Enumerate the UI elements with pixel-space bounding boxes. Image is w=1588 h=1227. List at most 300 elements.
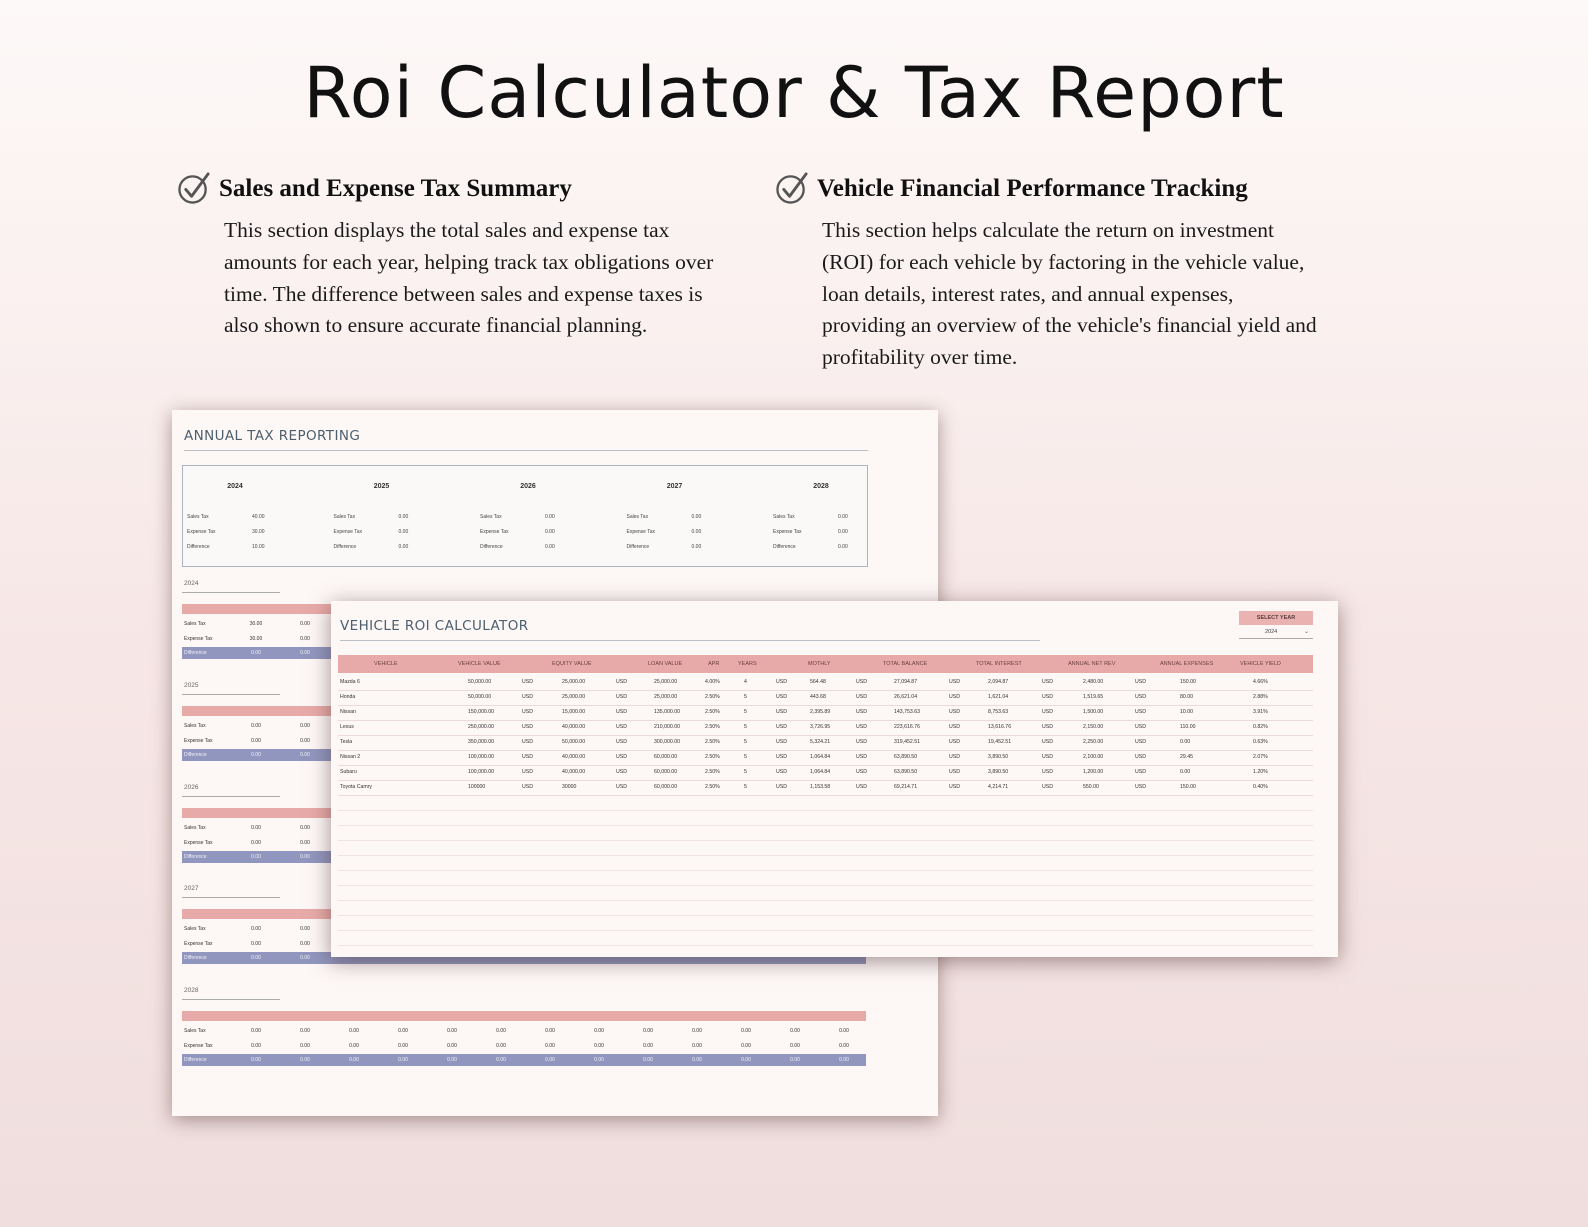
roi-currency: USD (1135, 694, 1146, 700)
section-row-label: Expense Tax (184, 738, 213, 744)
feature-description: This section displays the total sales and expense tax amounts for each year, helping track tax obligations over time. The difference between sales and expense taxes is also shown to ensure accurate financial planning. (224, 218, 714, 338)
section-year: 2028 (184, 987, 199, 994)
divider (182, 796, 280, 797)
roi-data-row (338, 750, 1313, 766)
section-cell: 0.00 (300, 752, 310, 758)
section-cell: 0.00 (496, 1043, 506, 1049)
roi-header-cell: LOAN VALUE (648, 661, 683, 667)
roi-table (338, 655, 1313, 945)
summary-year: 2025 (373, 483, 390, 490)
roi-cell: 110.00 (1180, 724, 1196, 730)
summary-row-value: 0.00 (545, 544, 555, 550)
section-row-label: Difference (184, 854, 207, 860)
roi-cell: 2.50% (705, 724, 720, 730)
roi-cell: 69,214.71 (894, 784, 918, 790)
section-row-label: Sales Tax (184, 1028, 206, 1034)
roi-cell: 4.66% (1253, 679, 1268, 685)
summary-row-label: Sales Tax (187, 514, 209, 520)
section-row (182, 1054, 866, 1066)
section-cell: 0.00 (692, 1028, 702, 1034)
roi-currency: USD (1042, 754, 1053, 760)
roi-cell: 2.50% (705, 769, 720, 775)
section-cell: 0.00 (594, 1028, 604, 1034)
section-cell: 0.00 (790, 1057, 800, 1063)
summary-row (334, 529, 454, 535)
section-cell: 0.00 (251, 1028, 261, 1034)
divider (340, 640, 1040, 641)
roi-cell: 3,726.95 (810, 724, 831, 730)
roi-header-cell: VEHICLE VALUE (458, 661, 501, 667)
roi-cell: 5 (744, 709, 747, 715)
summary-row (480, 514, 600, 520)
roi-currency: USD (1042, 769, 1053, 775)
roi-data-row (338, 690, 1313, 706)
section-cell: 0.00 (349, 1057, 359, 1063)
year-summary-block (771, 466, 911, 566)
section-cell: 0.00 (300, 636, 310, 642)
roi-currency: USD (949, 709, 960, 715)
roi-cell: 50,000.00 (468, 694, 492, 700)
feature-tax-summary (178, 172, 738, 342)
section-cell: 0.00 (398, 1043, 408, 1049)
summary-row-label: Difference (187, 544, 210, 550)
roi-currency: USD (856, 679, 867, 685)
roi-currency: USD (1135, 769, 1146, 775)
roi-cell: 0.82% (1253, 724, 1268, 730)
summary-year: 2024 (227, 483, 243, 490)
roi-currency: USD (1135, 784, 1146, 790)
roi-cell: 2,100.00 (1083, 754, 1104, 760)
roi-cell: 1,621.04 (988, 694, 1009, 700)
divider (182, 999, 280, 1000)
summary-row-value: 0.00 (838, 544, 848, 550)
roi-cell: 2,094.87 (988, 679, 1009, 685)
roi-currency: USD (1042, 679, 1053, 685)
roi-cell: 2.88% (1253, 694, 1268, 700)
roi-empty-row (338, 795, 1313, 811)
roi-header-cell: ANNUAL EXPENSES (1160, 661, 1214, 667)
summary-row (627, 544, 747, 550)
summary-row (334, 514, 454, 520)
divider (184, 450, 868, 451)
roi-cell: 300,000.00 (654, 739, 680, 745)
roi-cell: 63,890.50 (894, 769, 918, 775)
roi-currency: USD (522, 679, 533, 685)
roi-cell: 40,000.00 (562, 769, 586, 775)
roi-currency: USD (776, 754, 787, 760)
section-cell: 0.00 (839, 1028, 849, 1034)
roi-cell: 1.20% (1253, 769, 1268, 775)
roi-header-cell: TOTAL INTEREST (976, 661, 1022, 667)
roi-cell: 3,890.50 (988, 754, 1009, 760)
section-cell: 0.00 (643, 1057, 653, 1063)
roi-cell: 60,000.00 (654, 784, 678, 790)
roi-cell: 223,616.76 (894, 724, 920, 730)
section-cell: 0.00 (594, 1043, 604, 1049)
section-cell: 0.00 (251, 650, 261, 656)
year-summary-block (332, 466, 472, 566)
roi-currency: USD (1042, 724, 1053, 730)
roi-cell: 150.00 (1180, 784, 1196, 790)
roi-currency: USD (856, 784, 867, 790)
roi-currency: USD (776, 679, 787, 685)
section-cell: 0.00 (251, 854, 261, 860)
roi-currency: USD (616, 769, 627, 775)
roi-cell: 0.63% (1253, 739, 1268, 745)
roi-cell: 5 (744, 754, 747, 760)
section-cell: 0.00 (300, 621, 310, 627)
roi-currency: USD (616, 784, 627, 790)
roi-currency: USD (1042, 739, 1053, 745)
summary-row-label: Difference (626, 544, 650, 550)
roi-cell: 2,480.00 (1083, 679, 1104, 685)
section-cell: 0.00 (447, 1057, 457, 1063)
section-row-label: Difference (184, 752, 207, 758)
roi-cell: 19,452.51 (988, 739, 1012, 745)
section-cell: 0.00 (496, 1028, 506, 1034)
section-cell: 0.00 (741, 1057, 751, 1063)
summary-row (187, 514, 307, 520)
summary-row-label: Expense Tax (480, 529, 509, 535)
summary-row (480, 529, 600, 535)
roi-cell: 80.00 (1180, 694, 1193, 700)
section-cell: 0.00 (790, 1028, 800, 1034)
section-cell: 0.00 (251, 926, 261, 932)
summary-row-value: 0.00 (691, 529, 702, 535)
roi-cell: 143,753.63 (894, 709, 920, 715)
summary-row (773, 514, 893, 520)
select-year-dropdown[interactable] (1239, 626, 1313, 639)
roi-currency: USD (522, 709, 533, 715)
roi-cell: Lexus (340, 724, 354, 730)
feature-title: Vehicle Financial Performance Tracking (817, 174, 1248, 202)
roi-currency: USD (856, 724, 867, 730)
roi-empty-row (338, 915, 1313, 931)
roi-cell: Nissan 2 (340, 754, 361, 760)
section-cell: 0.00 (741, 1028, 751, 1034)
section-cell: 0.00 (839, 1043, 849, 1049)
roi-cell: 2,395.89 (810, 709, 831, 715)
section-cell: 0.00 (300, 1028, 310, 1034)
summary-row (773, 544, 893, 550)
roi-currency: USD (616, 739, 627, 745)
section-cell: 0.00 (447, 1028, 457, 1034)
roi-currency: USD (776, 739, 787, 745)
section-cell: 0.00 (251, 738, 261, 744)
roi-cell: 0.40% (1253, 784, 1268, 790)
sheet-title: VEHICLE ROI CALCULATOR (340, 618, 529, 634)
roi-cell: 1,200.00 (1083, 769, 1104, 775)
summary-row-value: 0.00 (691, 514, 702, 520)
roi-cell: 26,621.04 (894, 694, 918, 700)
section-cell: 0.00 (839, 1057, 849, 1063)
section-cell: 0.00 (545, 1028, 555, 1034)
section-cell: 0.00 (300, 738, 310, 744)
section-cell: 0.00 (692, 1043, 702, 1049)
roi-currency: USD (1135, 679, 1146, 685)
section-cell: 0.00 (300, 650, 310, 656)
roi-cell: 2.50% (705, 709, 720, 715)
summary-row-value: 0.00 (838, 529, 848, 535)
vehicle-roi-sheet (331, 601, 1338, 957)
page-title: Roi Calculator & Tax Report (303, 52, 1285, 134)
summary-row-label: Sales Tax (480, 514, 502, 520)
section-cell: 0.00 (251, 1057, 261, 1063)
roi-cell: 2,250.00 (1083, 739, 1104, 745)
section-cell: 0.00 (251, 840, 261, 846)
summary-row (187, 529, 307, 535)
section-cell: 0.00 (496, 1057, 506, 1063)
roi-empty-row (338, 870, 1313, 886)
roi-cell: 4,214.71 (988, 784, 1009, 790)
section-row-label: Expense Tax (184, 636, 213, 642)
roi-cell: 4.00% (705, 679, 720, 685)
feature-description: This section helps calculate the return on investment (ROI) for each vehicle by factoring in the vehicle value, loan details, interest rates, and annual expenses, providing an overview of the vehicle's financial yield and profitability over time. (822, 218, 1317, 370)
summary-row-label: Expense Tax (333, 529, 363, 535)
summary-row-value: 0.00 (398, 514, 409, 520)
roi-cell: 3.91% (1253, 709, 1268, 715)
summary-row-value: 40.00 (252, 514, 265, 520)
select-year-value: 2024 (1265, 629, 1278, 635)
summary-row-label: Difference (333, 544, 357, 550)
roi-currency: USD (1042, 784, 1053, 790)
roi-empty-row (338, 855, 1313, 871)
roi-data-row (338, 765, 1313, 781)
summary-row-label: Sales Tax (626, 514, 649, 520)
section-row-label: Sales Tax (184, 926, 206, 932)
roi-cell: 50,000.00 (468, 679, 492, 685)
roi-cell: 5 (744, 784, 747, 790)
section-cell: 0.00 (349, 1043, 359, 1049)
section-cell: 0.00 (398, 1028, 408, 1034)
roi-currency: USD (776, 769, 787, 775)
section-cell: 0.00 (349, 1028, 359, 1034)
summary-row-value: 0.00 (545, 514, 555, 520)
roi-empty-row (338, 825, 1313, 841)
summary-row (187, 544, 307, 550)
section-cell: 0.00 (398, 1057, 408, 1063)
roi-cell: 8,753.63 (988, 709, 1009, 715)
roi-currency: USD (522, 694, 533, 700)
section-cell: 0.00 (251, 723, 261, 729)
section-row-label: Sales Tax (184, 825, 206, 831)
roi-cell: 350,000.00 (468, 739, 494, 745)
roi-cell: 0.00 (1180, 739, 1191, 745)
section-cell: 0.00 (251, 825, 261, 831)
roi-currency: USD (776, 724, 787, 730)
summary-row-label: Difference (773, 544, 796, 550)
section-cell: 0.00 (447, 1043, 457, 1049)
summary-row-value: 30.00 (252, 529, 265, 535)
section-cell: 0.00 (643, 1043, 653, 1049)
roi-cell: 100000 (468, 784, 486, 790)
summary-year: 2028 (813, 483, 829, 490)
section-cell: 0.00 (790, 1043, 800, 1049)
roi-currency: USD (616, 754, 627, 760)
summary-year: 2027 (666, 483, 683, 490)
divider (182, 694, 280, 695)
roi-cell: 1,153.58 (810, 784, 831, 790)
section-row-label: Sales Tax (184, 621, 206, 627)
roi-cell: Mazda 6 (340, 679, 360, 685)
roi-cell: 27,094.87 (894, 679, 918, 685)
divider (182, 592, 280, 593)
roi-cell: 0.00 (1180, 769, 1191, 775)
section-row (182, 1025, 866, 1037)
section-cell: 0.00 (643, 1028, 653, 1034)
summary-row-label: Expense Tax (187, 529, 216, 535)
roi-currency: USD (949, 724, 960, 730)
roi-cell: 3,890.50 (988, 769, 1009, 775)
section-cell: 0.00 (300, 941, 310, 947)
section-row (182, 1040, 866, 1052)
roi-currency: USD (1042, 709, 1053, 715)
roi-currency: USD (949, 694, 960, 700)
roi-cell: 564.48 (810, 679, 826, 685)
tax-summary-panel (182, 465, 868, 567)
roi-currency: USD (856, 709, 867, 715)
roi-cell: 60,000.00 (654, 754, 678, 760)
roi-cell: 15,000.00 (562, 709, 586, 715)
section-cell: 30.00 (249, 636, 263, 642)
feature-vehicle-tracking (776, 172, 1336, 374)
roi-cell: 550.00 (1083, 784, 1099, 790)
divider (182, 897, 280, 898)
roi-cell: 319,452.51 (894, 739, 920, 745)
section-cell: 0.00 (251, 752, 261, 758)
summary-row-label: Difference (480, 544, 503, 550)
summary-row-value: 0.00 (398, 529, 409, 535)
roi-cell: Nissan (340, 709, 356, 715)
roi-cell: 50,000.00 (562, 739, 586, 745)
section-year: 2025 (184, 682, 199, 689)
summary-row (480, 544, 600, 550)
section-cell: 0.00 (300, 955, 310, 961)
check-circle-icon (178, 172, 211, 205)
roi-currency: USD (1135, 739, 1146, 745)
section-cell: 0.00 (545, 1057, 555, 1063)
roi-cell: 25,000.00 (654, 679, 678, 685)
section-row-label: Difference (184, 650, 207, 656)
roi-cell: 1,519.65 (1083, 694, 1104, 700)
feature-title: Sales and Expense Tax Summary (219, 174, 572, 202)
roi-header-cell: TOTAL BALANCE (883, 661, 928, 667)
roi-cell: 2,150.00 (1083, 724, 1104, 730)
roi-cell: Subaru (340, 769, 357, 775)
roi-cell: 150,000.00 (468, 709, 494, 715)
roi-header-cell: ANNUAL NET REV (1068, 661, 1116, 667)
roi-cell: 5,324.21 (810, 739, 831, 745)
section-cell: 0.00 (251, 1043, 261, 1049)
roi-cell: 40,000.00 (562, 724, 586, 730)
roi-currency: USD (1135, 754, 1146, 760)
roi-cell: 100,000.00 (468, 769, 494, 775)
roi-data-row (338, 675, 1313, 691)
roi-cell: 60,000.00 (654, 769, 678, 775)
summary-row-label: Expense Tax (626, 529, 656, 535)
roi-cell: 13,616.76 (988, 724, 1012, 730)
roi-cell: 250,000.00 (468, 724, 494, 730)
roi-cell: Tesla (340, 739, 353, 745)
section-cell: 0.00 (300, 926, 310, 932)
roi-currency: USD (776, 709, 787, 715)
roi-cell: 25,000.00 (562, 694, 586, 700)
roi-currency: USD (949, 679, 960, 685)
roi-data-row (338, 780, 1313, 796)
roi-currency: USD (1135, 709, 1146, 715)
section-cell: 0.00 (300, 723, 310, 729)
roi-cell: 10.00 (1180, 709, 1193, 715)
roi-currency: USD (522, 754, 533, 760)
year-summary-block (625, 466, 765, 566)
section-header-bar (182, 1011, 866, 1021)
roi-header-cell: APR (708, 661, 720, 667)
roi-currency: USD (949, 784, 960, 790)
roi-cell: 1,064.84 (810, 769, 831, 775)
summary-row-label: Expense Tax (773, 529, 802, 535)
roi-empty-row (338, 900, 1313, 916)
section-row-label: Difference (184, 1057, 207, 1063)
roi-currency: USD (856, 769, 867, 775)
summary-row (627, 529, 747, 535)
summary-row-value: 0.00 (691, 544, 702, 550)
section-cell: 0.00 (594, 1057, 604, 1063)
roi-cell: 30000 (562, 784, 577, 790)
roi-currency: USD (616, 694, 627, 700)
summary-row-label: Sales Tax (333, 514, 356, 520)
section-row-label: Expense Tax (184, 1043, 213, 1049)
summary-row (627, 514, 747, 520)
section-year: 2026 (184, 784, 199, 791)
summary-year: 2026 (520, 483, 536, 490)
roi-currency: USD (949, 739, 960, 745)
roi-currency: USD (616, 679, 627, 685)
roi-currency: USD (522, 724, 533, 730)
roi-cell: Honda (340, 694, 356, 700)
chevron-down-icon: ⌄ (1303, 629, 1309, 635)
year-summary-block (185, 466, 325, 566)
year-summary-block (478, 466, 618, 566)
roi-cell: 1,064.84 (810, 754, 831, 760)
roi-cell: Toyota Camry (340, 784, 372, 790)
section-cell: 0.00 (251, 955, 261, 961)
roi-cell: 5 (744, 739, 747, 745)
roi-cell: 135,000.00 (654, 709, 680, 715)
roi-currency: USD (1135, 724, 1146, 730)
roi-data-row (338, 705, 1313, 721)
check-circle-icon (776, 172, 809, 205)
roi-cell: 5 (744, 724, 747, 730)
roi-cell: 443.68 (810, 694, 826, 700)
roi-cell: 2.50% (705, 754, 720, 760)
summary-row-value: 0.00 (398, 544, 409, 550)
roi-cell: 100,000.00 (468, 754, 494, 760)
roi-cell: 1,500.00 (1083, 709, 1104, 715)
section-cell: 0.00 (300, 854, 310, 860)
roi-header-cell: EQUITY VALUE (552, 661, 592, 667)
roi-header-row (338, 655, 1313, 673)
section-cell: 0.00 (300, 825, 310, 831)
roi-cell: 150.00 (1180, 679, 1196, 685)
roi-currency: USD (522, 769, 533, 775)
section-cell: 0.00 (300, 1057, 310, 1063)
sheet-title: ANNUAL TAX REPORTING (184, 428, 361, 444)
roi-header-cell: VEHICLE YIELD (1240, 661, 1281, 667)
section-row-label: Difference (184, 955, 207, 961)
section-cell: 0.00 (300, 1043, 310, 1049)
section-cell: 0.00 (741, 1043, 751, 1049)
roi-cell: 2.50% (705, 784, 720, 790)
